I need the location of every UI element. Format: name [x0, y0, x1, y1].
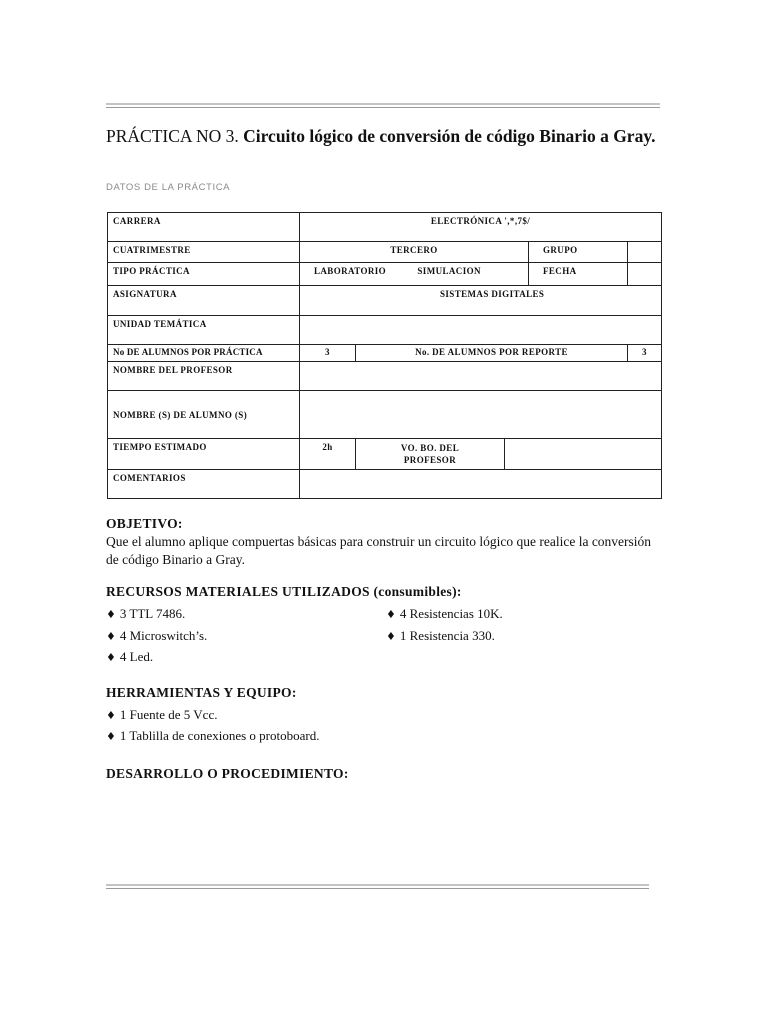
fecha-label: FECHA: [529, 263, 628, 286]
vobo-line2: PROFESOR: [403, 455, 457, 465]
tiempo-label: TIEMPO ESTIMADO: [108, 439, 300, 470]
tipo-laboratorio: LABORATORIO: [314, 266, 387, 276]
recurso-text: 4 Resistencias 10K.: [399, 606, 503, 621]
row-cuatrimestre: [108, 242, 662, 263]
asignatura-label: ASIGNATURA: [108, 286, 300, 316]
row-unidad: [108, 316, 662, 345]
asignatura-value: SISTEMAS DIGITALES: [300, 286, 662, 316]
recurso-text: 4 Led.: [119, 649, 154, 664]
recurso-text: 4 Microswitch’s.: [119, 628, 208, 643]
bullet-diamond-icon: ♦: [106, 651, 116, 664]
row-carrera: [108, 213, 662, 242]
row-tipo: [108, 263, 662, 286]
alumno-label: NOMBRE (S) DE ALUMNO (S): [108, 391, 300, 439]
cuatrimestre-label: CUATRIMESTRE: [108, 242, 300, 263]
unidad-value: [300, 316, 662, 345]
row-alumno: [108, 391, 662, 439]
herramienta-item: [106, 707, 217, 723]
row-asignatura: [108, 286, 662, 316]
unidad-label: UNIDAD TEMÁTICA: [108, 316, 300, 345]
bullet-diamond-icon: ♦: [386, 608, 396, 621]
bottom-rule-thin: [106, 888, 649, 889]
tipo-options: [300, 263, 529, 286]
comentarios-label: COMENTARIOS: [108, 470, 300, 499]
row-tiempo: [108, 439, 662, 470]
vobo-value: [505, 439, 662, 470]
alumnos-practica-label: No DE ALUMNOS POR PRÁCTICA: [108, 345, 300, 362]
tiempo-value: 2h: [300, 439, 356, 470]
recursos-heading: RECURSOS MATERIALES UTILIZADOS (consumibles):: [106, 584, 462, 599]
top-rule: [106, 103, 660, 105]
recurso-item: [386, 606, 503, 622]
bullet-diamond-icon: ♦: [106, 630, 116, 643]
objetivo-heading: OBJETIVO:: [106, 516, 183, 531]
recurso-item: [386, 628, 495, 644]
vobo-label: [356, 439, 505, 470]
alumnos-reporte-value: 3: [628, 345, 662, 362]
practice-data-table: [107, 212, 662, 499]
recurso-text: 1 Resistencia 330.: [399, 628, 495, 643]
carrera-label: CARRERA: [108, 213, 300, 242]
profesor-label: NOMBRE DEL PROFESOR: [108, 362, 300, 391]
profesor-value: [300, 362, 662, 391]
alumnos-reporte-label: No. DE ALUMNOS POR REPORTE: [356, 345, 628, 362]
tipo-simulacion: SIMULACION: [417, 266, 481, 276]
herramientas-heading: HERRAMIENTAS Y EQUIPO:: [106, 685, 297, 700]
bullet-diamond-icon: ♦: [386, 630, 396, 643]
desarrollo-heading: DESARROLLO O PROCEDIMIENTO:: [106, 766, 349, 781]
alumnos-practica-value: 3: [300, 345, 356, 362]
bullet-diamond-icon: ♦: [106, 730, 116, 743]
row-comentarios: [108, 470, 662, 499]
objetivo-text: Que el alumno aplique compuertas básicas para construir un circuito lógico que realice la conversión de código Binario a Gray.: [106, 534, 652, 567]
datos-label: DATOS DE LA PRÁCTICA: [106, 182, 231, 193]
bottom-rule: [106, 884, 649, 886]
herramienta-text: 1 Fuente de 5 Vcc.: [119, 707, 218, 722]
grupo-label: GRUPO: [529, 242, 628, 263]
grupo-value: [628, 242, 662, 263]
title-lead: PRÁCTICA NO 3.: [106, 126, 239, 146]
recurso-item: [106, 628, 207, 644]
carrera-value: ELECTRÓNICA ',*,7$/: [300, 213, 662, 242]
fecha-value: [628, 263, 662, 286]
vobo-line1: VO. BO. DEL: [400, 443, 460, 453]
cuatrimestre-value: TERCERO: [300, 242, 529, 263]
recurso-item: [106, 606, 185, 622]
bullet-diamond-icon: ♦: [106, 608, 116, 621]
herramienta-item: [106, 728, 319, 744]
bullet-diamond-icon: ♦: [106, 709, 116, 722]
herramienta-text: 1 Tablilla de conexiones o protoboard.: [119, 728, 320, 743]
page-title: [106, 126, 666, 147]
recurso-text: 3 TTL 7486.: [119, 606, 186, 621]
alumno-value: [300, 391, 662, 439]
row-profesor: [108, 362, 662, 391]
tipo-label: TIPO PRÁCTICA: [108, 263, 300, 286]
comentarios-value: [300, 470, 662, 499]
title-rest: Circuito lógico de conversión de código Binario a Gray.: [243, 126, 656, 146]
top-rule-thin: [106, 107, 660, 108]
recurso-item: [106, 649, 153, 665]
row-alumnos: [108, 345, 662, 362]
